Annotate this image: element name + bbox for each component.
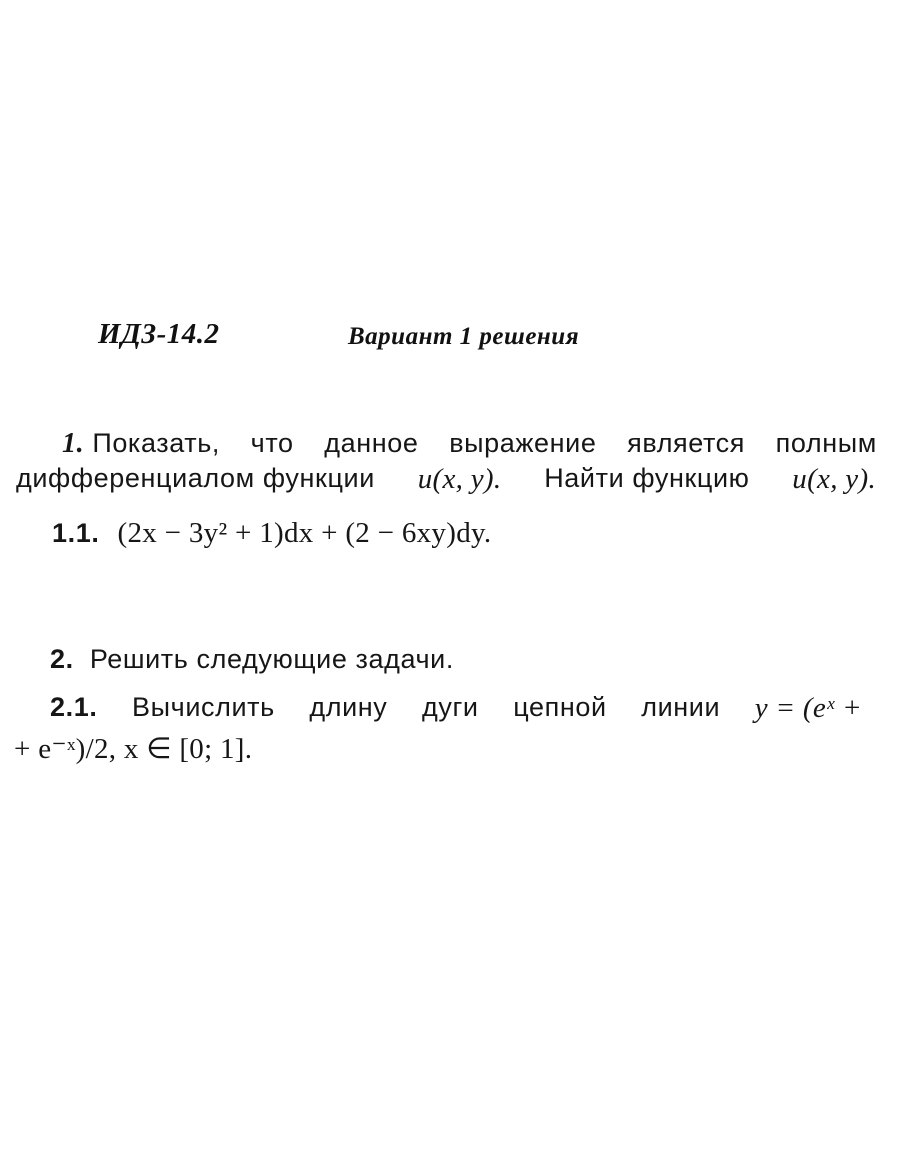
- differential-expression: (2x − 3y² + 1)dx + (2 − 6xy)dy.: [117, 517, 492, 549]
- assignment-id: ИДЗ-14.2: [98, 318, 220, 350]
- subtask-2-1-word: дуги: [422, 692, 479, 722]
- subtask-2-1-number: 2.1.: [50, 692, 98, 722]
- task-2-title: Решить следующие задачи.: [89, 644, 454, 674]
- task-2-number: 2.: [50, 644, 74, 674]
- subtask-1-1-number: 1.1.: [52, 518, 100, 548]
- function-u-x-y: u(x, y).: [417, 463, 502, 495]
- subtask-2-1-word: Вычислить: [132, 692, 275, 722]
- task-1-line-2: [16, 463, 876, 496]
- function-notation: [418, 463, 502, 496]
- subtask-2-1-word: цепной: [513, 692, 607, 722]
- variant-title: Вариант 1 решения: [348, 323, 580, 350]
- task-1-word: что: [250, 428, 294, 458]
- catenary-formula-part: y = (eˣ +: [754, 692, 862, 724]
- subtask-2-1-word: длину: [309, 692, 388, 722]
- subtask-2-1-line-2: [14, 731, 252, 766]
- subtask-2-1-line-1: [50, 692, 862, 725]
- document-header: [98, 318, 798, 362]
- task-1-number: 1.: [62, 428, 85, 459]
- task-1-first-word-group: [62, 428, 220, 460]
- catenary-expression-end: + e⁻ˣ)/2, x ∈ [0; 1].: [14, 733, 253, 765]
- task-1-word: данное: [324, 428, 419, 458]
- subtask-1-1: [52, 517, 491, 550]
- catenary-expression-start: [755, 692, 862, 725]
- task-1-word: выражение: [449, 428, 597, 458]
- task-1-line-2-text: дифференциалом функции: [16, 463, 375, 493]
- task-2-line-1: [50, 644, 454, 675]
- task-1-word: Показать,: [92, 428, 220, 458]
- task-1-word: является: [627, 428, 745, 458]
- subtask-2-1-word: линии: [641, 692, 721, 722]
- task-1-line-1: [62, 428, 877, 460]
- task-1-word: полным: [775, 428, 877, 458]
- function-notation: [792, 463, 876, 496]
- find-function-text: Найти функцию: [544, 463, 750, 493]
- function-u-x-y: u(x, y).: [792, 463, 876, 495]
